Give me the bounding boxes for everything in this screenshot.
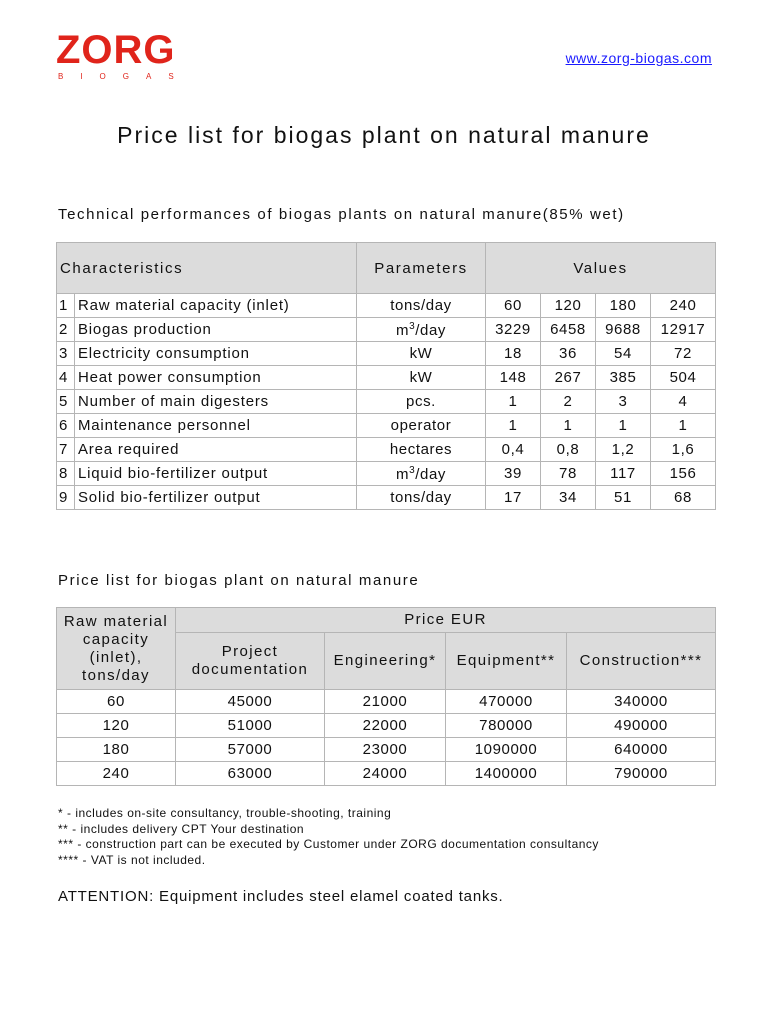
equipment-header: Equipment** (446, 633, 567, 690)
footnote: * - includes on-site consultancy, trouble-shooting, training (58, 806, 392, 820)
capacity-header-line: Raw material (63, 612, 169, 630)
value-cell: 9688 (596, 318, 651, 342)
value-cell: 34 (541, 486, 596, 510)
construction-cell: 490000 (567, 714, 716, 738)
price-heading: Price list for biogas plant on natural manure (58, 572, 420, 589)
value-cell: 148 (486, 366, 541, 390)
value-cell: 180 (596, 294, 651, 318)
price-eur-header: Price EUR (176, 608, 716, 633)
parameter-unit: pcs. (357, 390, 486, 414)
parameter-unit: operator (357, 414, 486, 438)
value-cell: 60 (486, 294, 541, 318)
attention-note: ATTENTION: Equipment includes steel elamel coated tanks. (58, 888, 504, 905)
value-cell: 240 (651, 294, 716, 318)
capacity-header-line: capacity (82, 630, 150, 648)
characteristic-name: Heat power consumption (75, 366, 357, 390)
row-number: 1 (57, 294, 75, 318)
characteristic-name: Biogas production (75, 318, 357, 342)
performance-row (57, 390, 716, 414)
construction-cell: 790000 (567, 762, 716, 786)
project-cell: 51000 (176, 714, 325, 738)
values-header: Values (486, 243, 716, 294)
project-cell: 63000 (176, 762, 325, 786)
footnote: ** - includes delivery CPT Your destination (58, 821, 305, 836)
parameter-unit: kW (357, 342, 486, 366)
engineering-cell: 23000 (325, 738, 446, 762)
engineering-header: Engineering* (325, 633, 446, 690)
value-cell: 1,6 (651, 438, 716, 462)
parameter-unit: tons/day (357, 294, 486, 318)
capacity-cell: 60 (57, 690, 176, 714)
characteristic-name: Number of main digesters (75, 390, 357, 414)
parameter-unit: kW (357, 366, 486, 390)
value-cell: 156 (651, 462, 716, 486)
equipment-cell: 470000 (446, 690, 567, 714)
project-doc-line: documentation (191, 661, 309, 678)
project-doc-header (176, 633, 325, 690)
value-cell: 17 (486, 486, 541, 510)
value-cell: 18 (486, 342, 541, 366)
price-body (57, 690, 716, 786)
performance-table (56, 242, 716, 510)
row-number: 6 (57, 414, 75, 438)
performance-row (57, 414, 716, 438)
performance-row (57, 486, 716, 510)
value-cell: 54 (596, 342, 651, 366)
row-number: 9 (57, 486, 75, 510)
value-cell: 1 (486, 390, 541, 414)
price-row (57, 738, 716, 762)
value-cell: 36 (541, 342, 596, 366)
value-cell: 4 (651, 390, 716, 414)
value-cell: 1 (486, 414, 541, 438)
value-cell: 6458 (541, 318, 596, 342)
engineering-cell: 22000 (325, 714, 446, 738)
capacity-cell: 180 (57, 738, 176, 762)
row-number: 3 (57, 342, 75, 366)
performance-row (57, 342, 716, 366)
characteristics-header: Characteristics (57, 243, 357, 294)
construction-cell: 340000 (567, 690, 716, 714)
value-cell: 1,2 (596, 438, 651, 462)
website-link[interactable]: www.zorg-biogas.com (565, 50, 712, 66)
capacity-cell: 120 (57, 714, 176, 738)
construction-cell: 640000 (567, 738, 716, 762)
value-cell: 120 (541, 294, 596, 318)
value-cell: 3 (596, 390, 651, 414)
row-number: 5 (57, 390, 75, 414)
engineering-cell: 24000 (325, 762, 446, 786)
price-row (57, 690, 716, 714)
row-number: 7 (57, 438, 75, 462)
value-cell: 68 (651, 486, 716, 510)
footnotes (58, 806, 599, 868)
performance-heading: Technical performances of biogas plants on natural manure(85% wet) (58, 206, 625, 223)
logo-subtitle: BIOGAS (58, 72, 191, 81)
characteristic-name: Liquid bio-fertilizer output (75, 462, 357, 486)
value-cell: 1 (651, 414, 716, 438)
characteristic-name: Maintenance personnel (75, 414, 357, 438)
parameter-unit: $m^3$/day (357, 462, 486, 486)
construction-header: Construction*** (567, 633, 716, 690)
performance-header-row (57, 243, 716, 294)
value-cell: 1 (541, 414, 596, 438)
value-cell: 0,4 (486, 438, 541, 462)
value-cell: 2 (541, 390, 596, 414)
project-doc-line: Project (221, 643, 279, 660)
performance-row (57, 462, 716, 486)
value-cell: 385 (596, 366, 651, 390)
equipment-cell: 1400000 (446, 762, 567, 786)
row-number: 8 (57, 462, 75, 486)
parameter-unit: $m^3$/day (357, 318, 486, 342)
value-cell: 12917 (651, 318, 716, 342)
capacity-header-line: tons/day (82, 666, 150, 684)
performance-row (57, 294, 716, 318)
characteristic-name: Area required (75, 438, 357, 462)
parameter-unit: hectares (357, 438, 486, 462)
project-cell: 45000 (176, 690, 325, 714)
price-row (57, 762, 716, 786)
engineering-cell: 21000 (325, 690, 446, 714)
value-cell: 0,8 (541, 438, 596, 462)
performance-row (57, 318, 716, 342)
capacity-header (57, 608, 176, 690)
project-cell: 57000 (176, 738, 325, 762)
value-cell: 78 (541, 462, 596, 486)
value-cell: 267 (541, 366, 596, 390)
capacity-header-line: (inlet), (89, 648, 143, 666)
parameters-header: Parameters (357, 243, 486, 294)
price-header-row-1 (57, 608, 716, 633)
equipment-cell: 780000 (446, 714, 567, 738)
price-table (56, 607, 716, 786)
zorg-logo (56, 28, 191, 81)
row-number: 2 (57, 318, 75, 342)
value-cell: 117 (596, 462, 651, 486)
characteristic-name: Raw material capacity (inlet) (75, 294, 357, 318)
value-cell: 51 (596, 486, 651, 510)
performance-row (57, 438, 716, 462)
footnote: *** - construction part can be executed by Customer under ZORG documentation consultancy (58, 837, 599, 852)
capacity-cell: 240 (57, 762, 176, 786)
value-cell: 39 (486, 462, 541, 486)
value-cell: 1 (596, 414, 651, 438)
row-number: 4 (57, 366, 75, 390)
logo-word: ZORG (56, 28, 176, 72)
parameter-unit: tons/day (357, 486, 486, 510)
characteristic-name: Electricity consumption (75, 342, 357, 366)
performance-body (57, 294, 716, 510)
value-cell: 504 (651, 366, 716, 390)
footnote: **** - VAT is not included. (58, 852, 206, 867)
document-title: Price list for biogas plant on natural manure (117, 122, 651, 148)
price-row (57, 714, 716, 738)
performance-row (57, 366, 716, 390)
value-cell: 72 (651, 342, 716, 366)
value-cell: 3229 (486, 318, 541, 342)
equipment-cell: 1090000 (446, 738, 567, 762)
characteristic-name: Solid bio-fertilizer output (75, 486, 357, 510)
